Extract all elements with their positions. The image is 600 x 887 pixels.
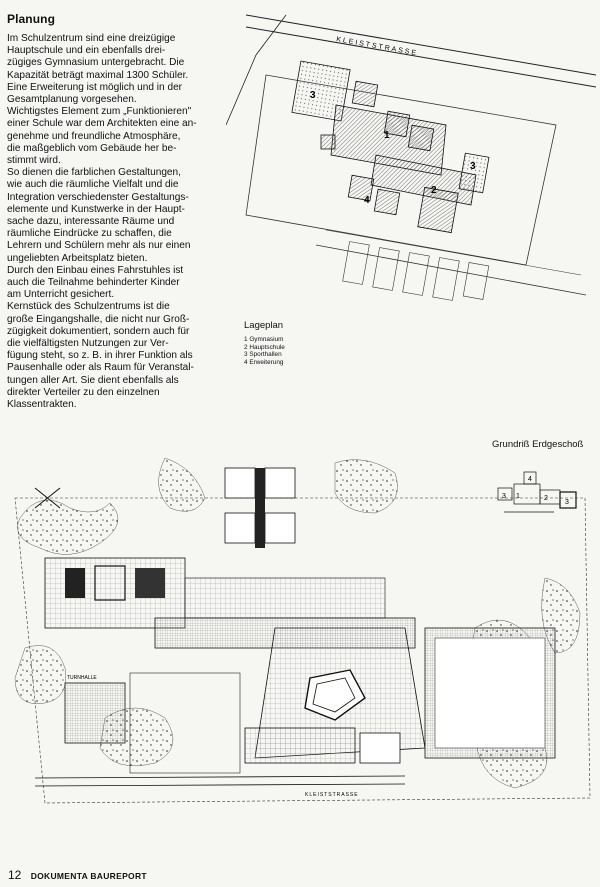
site-marker: 2 [431,185,437,196]
floor-plan-title: Grundriß Erdgeschoß [492,439,584,450]
paragraph: Im Schulzentrum sind eine dreizügige Hauptschule und ein ebenfalls drei- zügiges Gymnasium untergebracht. Die Kapazität beträgt maximal 1300 Schüler. Eine Erweiterung ist möglich und in der Gesamtplanung vorgesehen. Wichtigstes Element zum „Funktionieren" einer Schule war dem Architekten eine an- genehme und freundliche Atmosphäre, die maßgeblich vom Gebäude her be- stimmt wird. [7,33,197,167]
page-number: 12 [8,868,22,882]
key-marker: 3 [565,499,569,506]
site-marker: 3 [310,90,316,101]
street-label: KLEISTSTRASSE [335,36,419,58]
key-marker: 1 [516,493,520,500]
legend-item: 3 Sporthallen [244,351,282,359]
legend-title: Lageplan [244,320,284,331]
key-marker: 3 [502,493,506,500]
legend-item: 4 Erweiterung [244,358,284,366]
ground-floor-plan-drawing [5,458,597,838]
publication-name: DOKUMENTA BAUREPORT [30,871,147,881]
legend-item: 2 Hauptschule [244,343,285,351]
legend-list [244,336,285,366]
site-plan-drawing [226,5,596,305]
key-marker: 4 [528,476,532,483]
body-text [7,33,215,411]
key-marker: 2 [544,495,548,502]
hall-label: TURNHALLE [67,675,97,681]
site-marker: 1 [384,130,390,141]
section-heading: Planung [7,12,56,26]
site-marker: 3 [470,161,476,172]
legend-item: 1 Gymnasium [244,336,284,343]
paragraph: So dienen die farblichen Gestaltungen, wie auch die räumliche Vielfalt und die Integration verschiedenster Gestaltungs- elemente und Kunstwerke in der Haupt- sache dazu, interessante Räume und räumliche Eindrücke zu schaffen, die Lehrern und Schülern mehr als nur einen ungeliebten Arbeitsplatz bieten. Durch den Einbau eines Fahrstuhles ist auch die Teilnahme behinderter Kinder am Unterricht gesichert. Kernstück des Schulzentrums ist die große Eingangshalle, die nicht nur Groß- zügigkeit dokumentiert, sondern auch für die vielfältigsten Nutzungen zur Ver- fügung steht, so z. B. in ihrer Funktion als Pausenhalle oder als Raum für Veranstal- tungen aller Art. Sie dient ebenfalls als direkter Verteiler zu den einzelnen Klassentrakten. [7,167,194,411]
site-marker: 4 [364,195,370,206]
street-label: KLEISTSTRASSE [305,792,359,798]
page-footer [8,868,147,882]
